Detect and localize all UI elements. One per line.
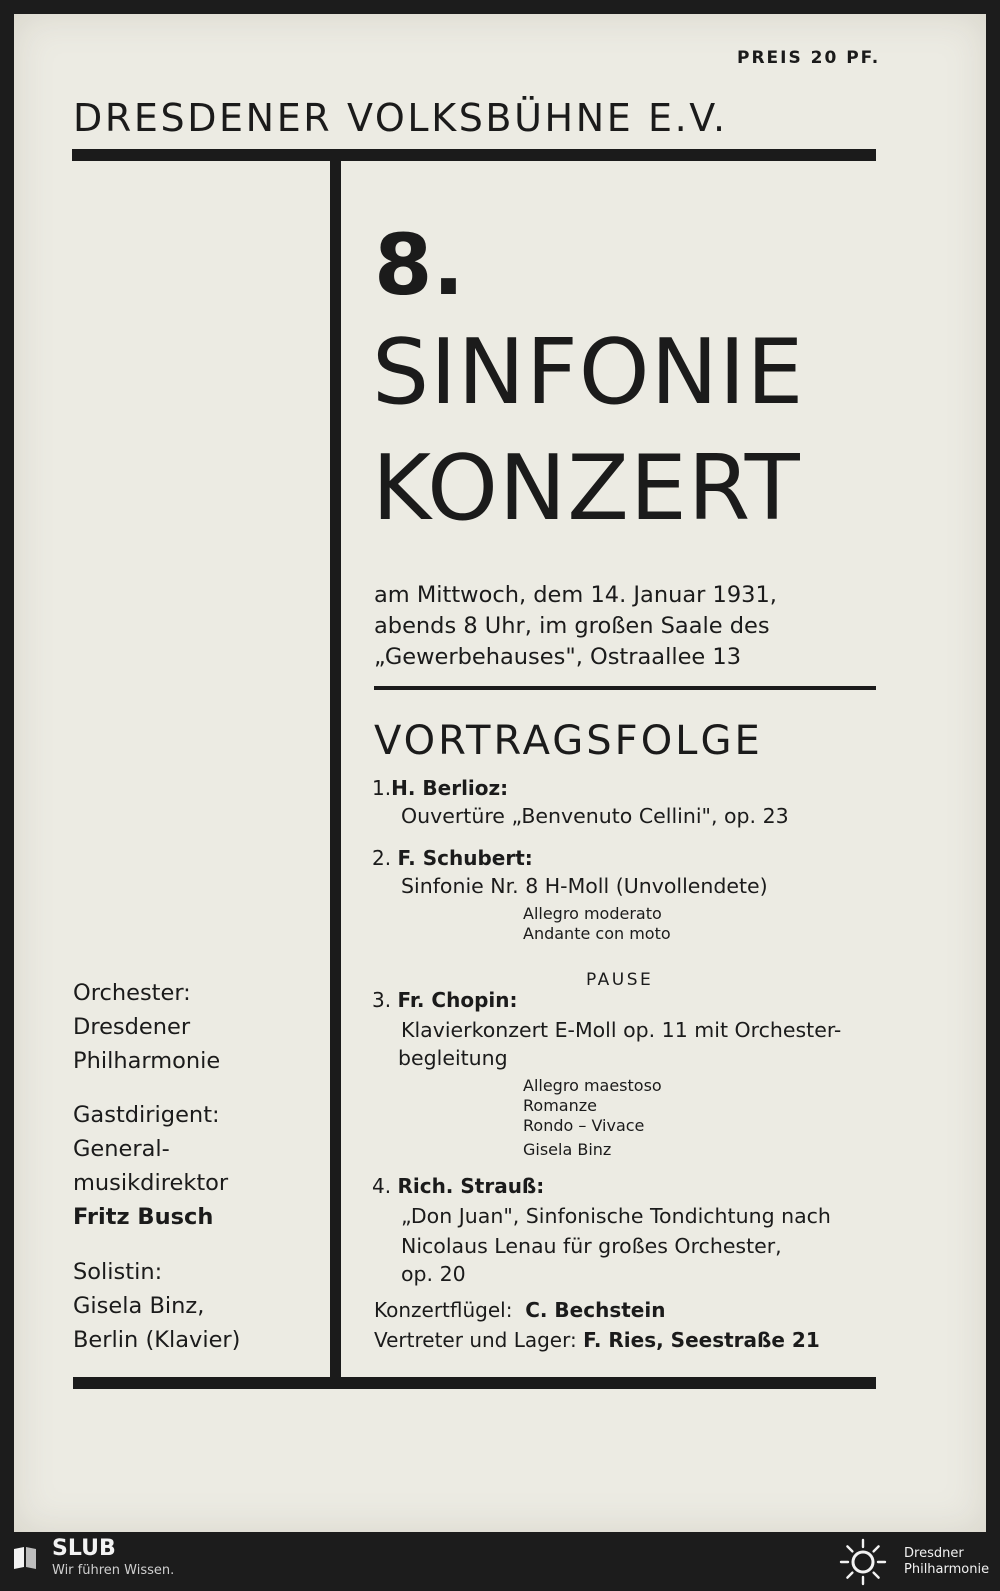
item-4-number: 4. <box>372 1174 392 1198</box>
item-4-work-line-1: „Don Juan", Sinfonische Tondichtung nach <box>401 1204 831 1228</box>
piano-brand: C. Bechstein <box>525 1298 666 1322</box>
item-3-movement-2: Romanze <box>523 1096 597 1115</box>
program-item-4-heading <box>372 1174 544 1198</box>
item-2-movement-1: Allegro moderato <box>523 904 662 923</box>
conductor-title-1: General- <box>73 1136 170 1162</box>
item-1-work: Ouvertüre „Benvenuto Cellini", op. 23 <box>401 804 789 828</box>
title-line-2: KONZERT <box>372 436 801 541</box>
program-heading: VORTRAGSFOLGE <box>374 718 763 764</box>
orchestra-name-2: Philharmonie <box>73 1048 221 1074</box>
item-2-movement-2: Andante con moto <box>523 924 671 943</box>
orchestra-name-1: Dresdener <box>73 1014 191 1040</box>
slub-book-icon <box>12 1545 38 1571</box>
program-divider <box>374 686 876 690</box>
program-item-3-heading <box>372 988 517 1012</box>
slub-name: SLUB <box>52 1536 116 1561</box>
details-line-1: am Mittwoch, dem 14. Januar 1931, <box>374 582 777 608</box>
dealer-label: Vertreter und Lager: <box>374 1328 577 1352</box>
conductor-label: Gastdirigent: <box>73 1102 220 1128</box>
soloist-detail: Berlin (Klavier) <box>73 1327 241 1353</box>
concert-number: 8. <box>374 216 465 314</box>
details-line-3: „Gewerbehauses", Ostraallee 13 <box>374 644 742 670</box>
details-line-2: abends 8 Uhr, im großen Saale des <box>374 613 770 639</box>
program-item-2-heading <box>372 846 533 870</box>
title-line-1: SINFONIE <box>372 320 805 425</box>
item-3-movement-1: Allegro maestoso <box>523 1076 662 1095</box>
item-4-work-line-3: op. 20 <box>401 1262 466 1286</box>
soloist-name: Gisela Binz, <box>73 1293 205 1319</box>
item-3-movements <box>523 1076 662 1160</box>
item-4-composer: Rich. Strauß: <box>397 1174 545 1198</box>
vertical-rule <box>330 155 341 1389</box>
organization-title: DRESDENER VOLKSBÜHNE E.V. <box>73 96 728 140</box>
conductor-name: Fritz Busch <box>73 1204 214 1230</box>
conductor-title-2: musikdirektor <box>73 1170 229 1196</box>
dealer-info <box>374 1328 820 1352</box>
item-2-work: Sinfonie Nr. 8 H-Moll (Unvollendete) <box>401 874 768 898</box>
philharmonie-name-1: Dresdner <box>904 1546 964 1561</box>
orchestra-label: Orchester: <box>73 980 191 1006</box>
top-rule <box>72 149 876 161</box>
item-3-number: 3. <box>372 988 392 1012</box>
soloist-label: Solistin: <box>73 1259 163 1285</box>
program-item-1-heading <box>372 776 508 800</box>
item-1-composer: H. Berlioz: <box>391 776 509 800</box>
soloist-credit <box>73 1255 240 1357</box>
piano-label: Konzertflügel: <box>374 1298 513 1322</box>
conductor-credit <box>73 1098 228 1234</box>
philharmonie-sun-icon <box>838 1537 888 1587</box>
item-1-number: 1. <box>372 776 392 800</box>
item-2-number: 2. <box>372 846 392 870</box>
piano-sponsor <box>374 1298 665 1322</box>
item-3-composer: Fr. Chopin: <box>397 988 518 1012</box>
price-label: PREIS 20 PF. <box>737 48 881 68</box>
item-3-movement-3: Rondo – Vivace <box>523 1116 645 1135</box>
slub-tagline: Wir führen Wissen. <box>52 1563 175 1578</box>
orchestra-credit <box>73 976 220 1078</box>
dealer-name: F. Ries, Seestraße 21 <box>583 1328 820 1352</box>
item-3-work-line-1: Klavierkonzert E-Moll op. 11 mit Orchester- <box>401 1018 842 1042</box>
philharmonie-name-2: Philharmonie <box>904 1562 990 1577</box>
item-4-work-line-2: Nicolaus Lenau für großes Orchester, <box>401 1234 782 1258</box>
concert-details <box>374 580 777 673</box>
item-2-composer: F. Schubert: <box>397 846 533 870</box>
item-2-movements <box>523 904 671 944</box>
bottom-rule <box>73 1377 876 1389</box>
pause-label: PAUSE <box>586 970 654 990</box>
item-3-soloist: Gisela Binz <box>523 1140 612 1159</box>
item-3-work-line-2: begleitung <box>398 1046 508 1070</box>
